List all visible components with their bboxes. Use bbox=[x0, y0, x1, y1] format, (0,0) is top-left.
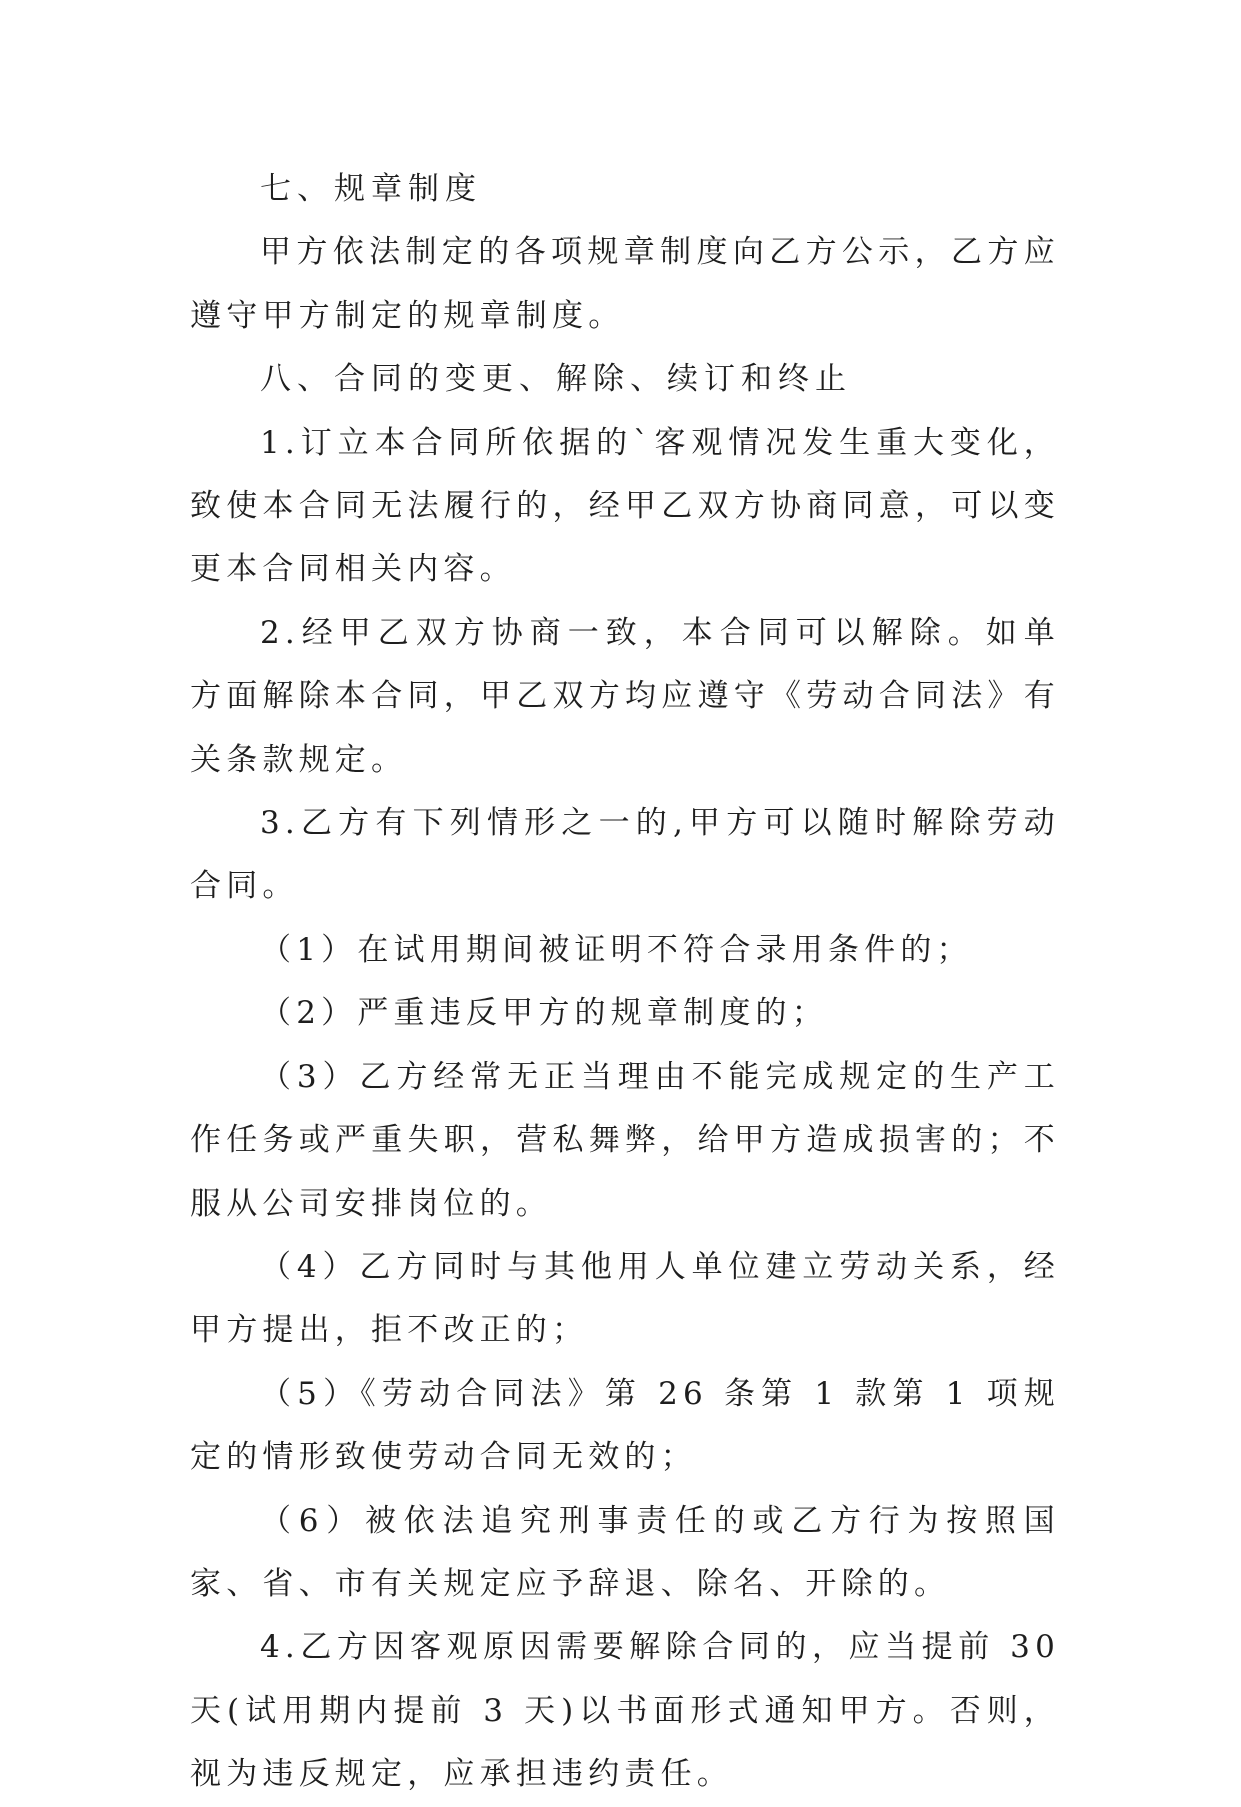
section-heading-rules: 七、规章制度 bbox=[260, 171, 482, 207]
clause-3-item-4: （4）乙方同时与其他用人单位建立劳动关系，经甲方提出，拒不改正的； bbox=[190, 1248, 1060, 1349]
clause-3-item-5: （5）《劳动合同法》第 26 条第 1 款第 1 项规定的情形致使劳动合同无效的； bbox=[190, 1375, 1060, 1476]
clause-3: 3.乙方有下列情形之一的,甲方可以随时解除劳动合同。 bbox=[190, 805, 1060, 905]
section-heading-contract-changes: 八、合同的变更、解除、续订和终止 bbox=[260, 361, 852, 398]
paragraph-rules-body: 甲方依法制定的各项规章制度向乙方公示，乙方应遵守甲方制定的规章制度。 bbox=[190, 234, 1060, 334]
clause-3-item-6: （6）被依法追究刑事责任的或乙方行为按照国家、省、市有关规定应予辞退、除名、开除的。 bbox=[190, 1502, 1060, 1602]
clause-3-item-2: （2）严重违反甲方的规章制度的； bbox=[260, 995, 828, 1032]
clause-2: 2.经甲乙双方协商一致，本合同可以解除。如单方面解除本合同，甲乙双方均应遵守《劳动合同法》有关条款规定。 bbox=[190, 614, 1060, 778]
clause-3-item-3: （3）乙方经常无正当理由不能完成规定的生产工作任务或严重失职，营私舞弊，给甲方造成损害的；不服从公司安排岗位的。 bbox=[190, 1058, 1060, 1222]
clause-1: 1.订立本合同所依据的`客观情况发生重大变化，致使本合同无法履行的，经甲乙双方协商同意，可以变更本合同相关内容。 bbox=[190, 424, 1060, 588]
clause-4: 4.乙方因客观原因需要解除合同的，应当提前 30 天(试用期内提前 3 天)以书面形式通知甲方。否则，视为违反规定，应承担违约责任。 bbox=[190, 1629, 1060, 1793]
document-body bbox=[190, 158, 1060, 1807]
clause-3-item-1: （1）在试用期间被证明不符合录用条件的； bbox=[260, 931, 973, 968]
